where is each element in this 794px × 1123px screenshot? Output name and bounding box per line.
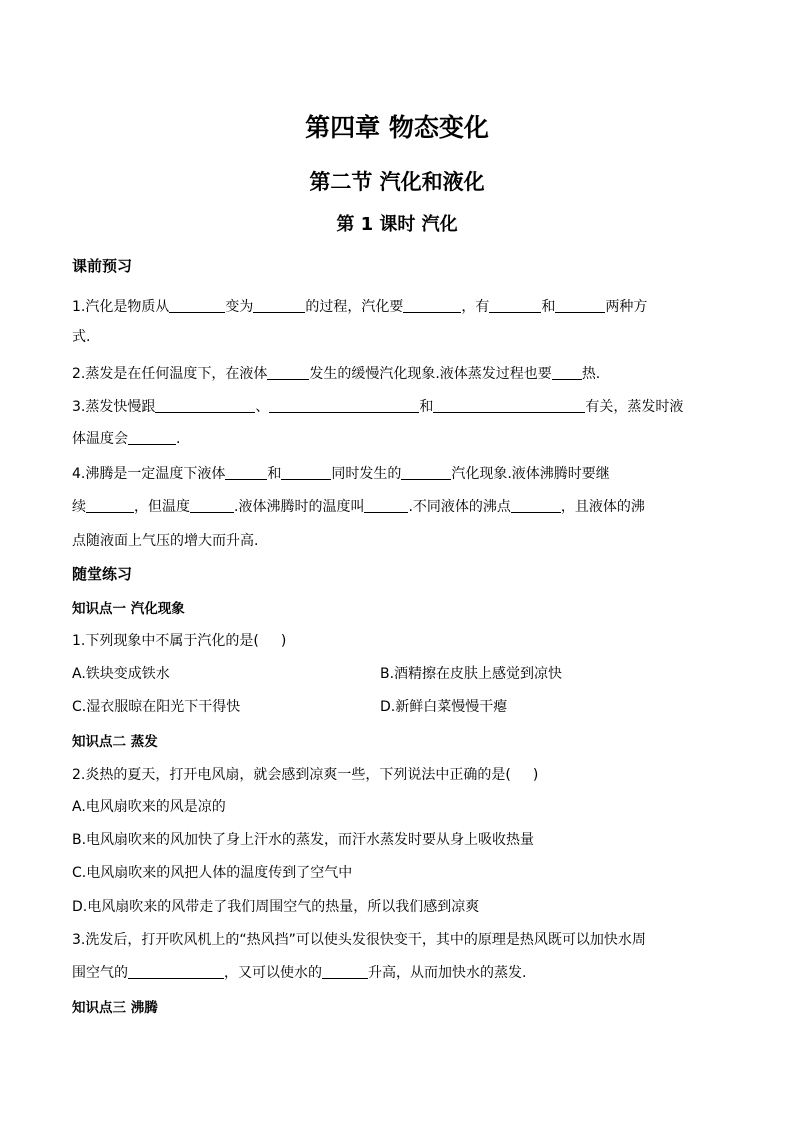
fill-blank[interactable] [552,365,582,380]
practice-q2-option-d[interactable]: D.电风扇吹来的风带走了我们周围空气的热量，所以我们感到凉爽 [72,899,480,915]
practice-q1-option-c[interactable]: C.湿衣服晾在阳光下干得快 [72,699,241,715]
preview-q4-line1: 4.沸腾是一定温度下液体 和 同时发生的 汽化现象.液体沸腾时要继 [72,466,610,482]
knowledge-point-2: 知识点二 蒸发 [72,734,158,750]
fill-blank[interactable] [267,365,309,380]
fill-blank[interactable] [403,298,461,313]
practice-q1-stem: 1.下列现象中不属于汽化的是( ) [72,633,287,649]
fill-blank[interactable] [322,964,368,979]
chapter-title: 第四章 物态变化 [305,113,489,142]
practice-heading: 随堂练习 [72,565,133,583]
practice-q2-option-c[interactable]: C.电风扇吹来的风把人体的温度传到了空气中 [72,865,353,881]
practice-q1-option-d[interactable]: D.新鲜白菜慢慢干瘪 [380,699,508,715]
preview-q3-line1: 3.蒸发快慢跟 、 和 有关，蒸发时液 [72,399,684,415]
fill-blank[interactable] [401,465,451,480]
fill-blank[interactable] [281,465,331,480]
fill-blank[interactable] [128,430,176,445]
fill-blank[interactable] [128,964,224,979]
fill-blank[interactable] [489,298,541,313]
fill-blank[interactable] [86,498,134,513]
fill-blank[interactable] [269,398,419,413]
lesson-title: 第 1 课时 汽化 [336,214,458,235]
preview-q1-line1: 1.汽化是物质从 变为 的过程，汽化要 ，有 和 两种方 [72,299,648,315]
fill-blank[interactable] [511,498,561,513]
fill-blank[interactable] [155,398,255,413]
practice-q3-line1: 3.洗发后，打开吹风机上的“热风挡”可以使头发很快变干，其中的原理是热风既可以加快水周 [72,932,646,948]
fill-blank[interactable] [433,398,585,413]
preview-q3-line2: 体温度会 . [72,431,181,447]
section-title: 第二节 汽化和液化 [309,170,485,194]
fill-blank[interactable] [364,498,408,513]
fill-blank[interactable] [190,498,234,513]
fill-blank[interactable] [253,298,305,313]
practice-q2-option-b[interactable]: B.电风扇吹来的风加快了身上汗水的蒸发，而汗水蒸发时要从身上吸收热量 [72,832,535,848]
fill-blank[interactable] [225,465,267,480]
preview-q4-line2: 续 ，但温度 .液体沸腾时的温度叫 .不同液体的沸点 ，且液体的沸 [72,499,645,515]
preview-heading: 课前预习 [72,257,133,275]
fill-blank[interactable] [169,298,225,313]
practice-q2-option-a[interactable]: A.电风扇吹来的风是凉的 [72,799,226,815]
practice-q2-stem: 2.炎热的夏天，打开电风扇，就会感到凉爽一些，下列说法中正确的是( ) [72,767,539,783]
preview-q2: 2.蒸发是在任何温度下，在液体 发生的缓慢汽化现象.液体蒸发过程也要 热. [72,366,601,382]
knowledge-point-1: 知识点一 汽化现象 [72,601,185,617]
preview-q1-line2: 式. [72,329,91,345]
fill-blank[interactable] [555,298,605,313]
preview-q4-line3: 点随液面上气压的增大而升高. [72,533,259,549]
practice-q3-line2: 围空气的 ，又可以使水的 升高，从而加快水的蒸发. [72,965,527,981]
practice-q1-option-b[interactable]: B.酒精擦在皮肤上感觉到凉快 [380,666,563,682]
practice-q1-option-a[interactable]: A.铁块变成铁水 [72,666,170,682]
knowledge-point-3: 知识点三 沸腾 [72,1000,158,1016]
